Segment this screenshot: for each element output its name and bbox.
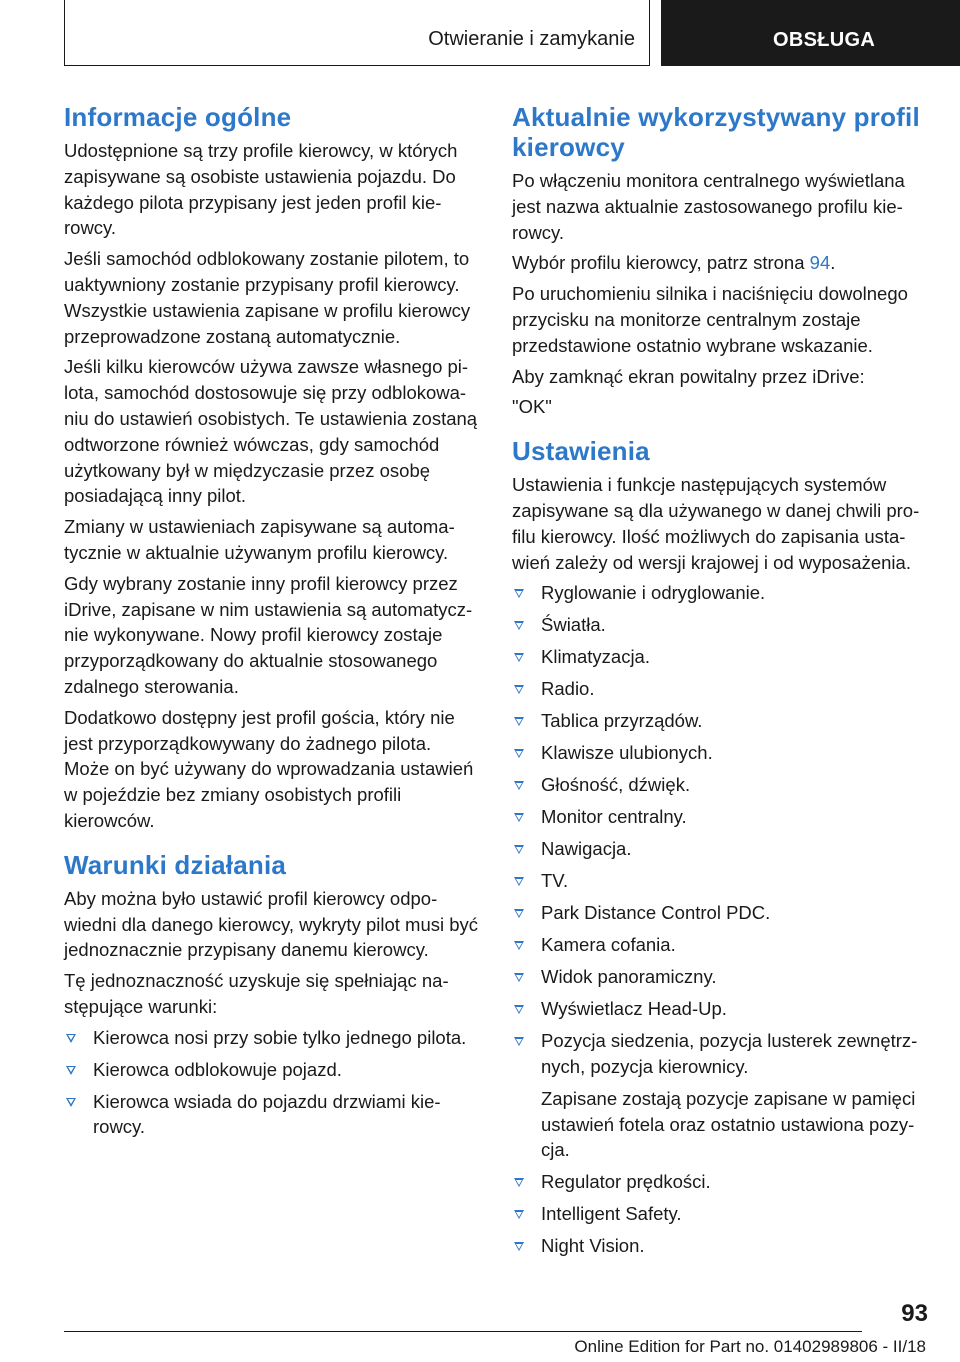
paragraph: Po włączeniu monitora centralnego wyświetlana jest nazwa aktualnie zastosowanego profilu kierowcy. xyxy=(512,170,905,243)
triangle-bullet-icon xyxy=(514,1210,524,1219)
list-item: Światła. xyxy=(512,612,928,638)
list-item: Night Vision. xyxy=(512,1233,928,1259)
triangle-bullet-icon xyxy=(514,1037,524,1046)
triangle-bullet-icon xyxy=(514,589,524,598)
list-item: Kierowca wsiada do pojazdu drzwiami kierowcy. xyxy=(64,1089,480,1141)
list-item: Klimatyzacja. xyxy=(512,644,928,670)
left-column xyxy=(64,100,480,1146)
list-item: Wyświetlacz Head-Up. xyxy=(512,996,928,1022)
page-link[interactable]: 94 xyxy=(809,252,831,274)
triangle-bullet-icon xyxy=(514,717,524,726)
paragraph: Zmiany w ustawieniach zapisywane są automatycznie w aktualnie używanym profilu kierowcy. xyxy=(64,516,455,563)
triangle-bullet-icon xyxy=(514,749,524,758)
paragraph: Dodatkowo dostępny jest profil gościa, który nie jest przyporządkowywany do żadnego pilota. Może on być używany do wprowadzania ustawień w pojeździe bez zmiany osobistych profili kierowców. xyxy=(64,706,474,831)
triangle-bullet-icon xyxy=(66,1034,76,1043)
paragraph: Aby zamknąć ekran powitalny przez iDrive: xyxy=(512,365,865,387)
triangle-bullet-icon xyxy=(514,845,524,854)
paragraph: Po uruchomieniu silnika i naciśnięciu dowolnego przycisku na monitorze centralnym zostaje przedstawione ostatnio wybrane wskazanie. xyxy=(512,283,908,356)
triangle-bullet-icon xyxy=(514,941,524,950)
paragraph: "OK" xyxy=(512,396,552,418)
paragraph: Udostępnione są trzy profile kierowcy, w których zapisywane są osobiste ustawienia pojazdu. Do każdego pilota przypisany jest jeden profil kierowcy. xyxy=(64,140,458,239)
triangle-bullet-icon xyxy=(514,685,524,694)
triangle-bullet-icon xyxy=(514,653,524,662)
paragraph: Gdy wybrany zostanie inny profil kierowcy przez iDrive, zapisane w nim ustawienia są automatycznie wykonywane. Nowy profil kierowcy zostaje przyporządkowany do aktualnie stosowanego zdalnego sterowania. xyxy=(64,572,473,697)
list-item: Kierowca odblokowuje pojazd. xyxy=(64,1057,480,1083)
list-item: Kamera cofania. xyxy=(512,932,928,958)
heading-general-info: Informacje ogólne xyxy=(64,102,292,132)
list-item: Intelligent Safety. xyxy=(512,1201,928,1227)
settings-list xyxy=(512,580,928,1259)
conditions-list xyxy=(64,1025,480,1141)
list-item: Pozycja siedzenia, pozycja lusterek zewnętrznych, pozycja kierownicy. Zapisane zostają pozycje zapisane w pamięci ustawień fotela oraz ostatnio ustawiona pozycja. xyxy=(512,1028,928,1163)
header-chapter-tab[interactable] xyxy=(661,0,960,66)
triangle-bullet-icon xyxy=(514,1005,524,1014)
triangle-bullet-icon xyxy=(514,973,524,982)
section-title: Otwieranie i zamykanie xyxy=(428,28,635,50)
list-item: Widok panoramiczny. xyxy=(512,964,928,990)
triangle-bullet-icon xyxy=(514,621,524,630)
list-item: Kierowca nosi przy sobie tylko jednego pilota. xyxy=(64,1025,480,1051)
triangle-bullet-icon xyxy=(66,1066,76,1075)
paragraph: Aby można było ustawić profil kierowcy odpowiedni dla danego kierowcy, wykryty pilot musi być jednoznacznie przypisany danemu kierowcy. xyxy=(64,887,479,961)
list-item: Monitor centralny. xyxy=(512,804,928,830)
list-item: Klawisze ulubionych. xyxy=(512,740,928,766)
list-item: Ryglowanie i odryglowanie. xyxy=(512,580,928,606)
list-item-note: Zapisane zostają pozycje zapisane w pamięci ustawień fotela oraz ostatnio ustawiona pozycja. xyxy=(541,1087,916,1161)
page-number: 93 xyxy=(901,1300,928,1327)
triangle-bullet-icon xyxy=(514,909,524,918)
list-item: Park Distance Control PDC. xyxy=(512,900,928,926)
triangle-bullet-icon xyxy=(514,1242,524,1251)
paragraph: Tę jednoznaczność uzyskuje się spełniając następujące warunki: xyxy=(64,970,449,1017)
paragraph: Ustawienia i funkcje następujących systemów zapisywane są dla używanego w danej chwili profilu kierowcy. Ilość możliwych do zapisania ustawień zależy od wersji krajowej i od wyposażenia. xyxy=(512,474,920,573)
list-item: Tablica przyrządów. xyxy=(512,708,928,734)
right-column xyxy=(512,100,928,1265)
footer-divider xyxy=(64,1331,862,1332)
triangle-bullet-icon xyxy=(514,813,524,822)
list-item: TV. xyxy=(512,868,928,894)
triangle-bullet-icon xyxy=(66,1098,76,1107)
paragraph: Jeśli kilku kierowców używa zawsze własnego pilota, samochód dostosowuje się przy odblokowaniu do ustawień osobistych. Te ustawienia zostaną odtworzone również wówczas, gdy samochód użytkowany był w międzyczasie przez osobę posiadającą inny pilot. xyxy=(64,356,478,507)
triangle-bullet-icon xyxy=(514,877,524,886)
chapter-title: OBSŁUGA xyxy=(773,29,876,51)
paragraph: Jeśli samochód odblokowany zostanie pilotem, to uaktywniony zostanie przypisany profil kierowcy. Wszystkie ustawienia zapisane w profilu kierowcy przeprowadzone zostaną automatycznie. xyxy=(64,248,471,347)
list-item: Regulator prędkości. xyxy=(512,1169,928,1195)
heading-operating-conditions: Warunki działania xyxy=(64,849,287,880)
list-item: Radio. xyxy=(512,676,928,702)
paragraph-page-ref: Wybór profilu kierowcy, patrz strona 94. xyxy=(512,252,836,274)
heading-settings: Ustawienia xyxy=(512,436,650,467)
triangle-bullet-icon xyxy=(514,1178,524,1187)
footer-edition: Online Edition for Part no. 01402989806 - II/18 xyxy=(574,1337,926,1356)
heading-current-profile: Aktualnie wykorzystywany profil kierowcy xyxy=(512,102,920,162)
list-item: Nawigacja. xyxy=(512,836,928,862)
header-section-box xyxy=(64,0,650,66)
triangle-bullet-icon xyxy=(514,781,524,790)
list-item: Głośność, dźwięk. xyxy=(512,772,928,798)
